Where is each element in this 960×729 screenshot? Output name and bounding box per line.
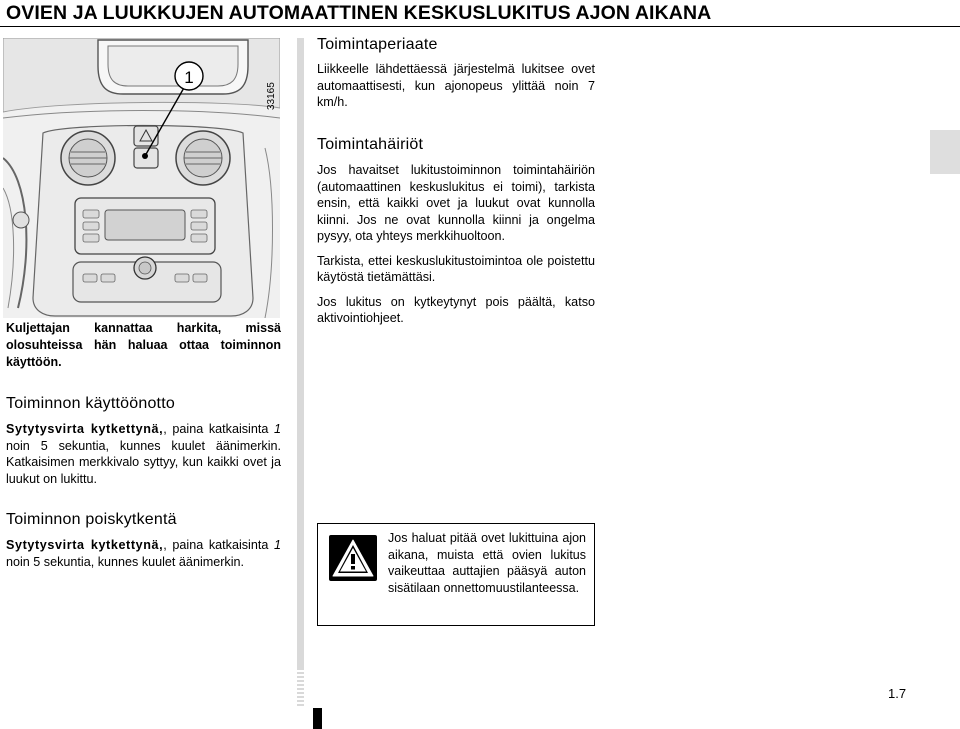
heading-faults: Toimintahäiriöt	[317, 136, 424, 153]
heading-principle: Toimintaperiaate	[317, 36, 438, 53]
deactivation-text	[6, 537, 281, 570]
activation-text-b: noin 5 sekuntia, kunnes kuulet äänimerkin. Katkaisimen merkkivalo syttyy, kun kaikki ovet ja luukut on lukittu.	[6, 438, 281, 486]
title-rule	[0, 26, 960, 27]
deactivation-text-b: noin 5 sekuntia, kunnes kuulet äänimerkin.	[6, 554, 245, 569]
heading-activation: Toiminnon käyttöönotto	[6, 395, 175, 412]
heading-deactivation: Toiminnon poiskytkentä	[6, 511, 177, 528]
callout-number: 1	[184, 68, 194, 87]
faults-paragraph-3: Jos lukitus on kytkeytynyt pois päältä, katso aktivointiohjeet.	[317, 294, 595, 325]
page-title: OVIEN JA LUUKKUJEN AUTOMAATTINEN KESKUSLUKITUS AJON AIKANA	[6, 2, 712, 24]
print-mark	[313, 708, 322, 729]
activation-lead: Sytytysvirta kytkettynä,	[6, 422, 164, 436]
figure-caption: Kuljettajan kannattaa harkita, missä olosuhteissa hän haluaa ottaa toiminnon käyttöön.	[6, 321, 281, 369]
activation-switch-number: 1	[273, 422, 281, 436]
deactivation-text-a: , paina katkaisinta	[163, 538, 274, 552]
figure-number-wrap	[266, 80, 278, 120]
warning-box	[317, 523, 595, 626]
dashboard-illustration	[3, 38, 280, 318]
warning-text-wrap	[330, 530, 586, 596]
column-divider	[297, 38, 304, 668]
faults-paragraph-1: Jos havaitset lukitustoiminnon toimintahäiriön (automaattinen keskuslukitus ei toimi), tarkista ensin, että kaikki ovet ja luukut ovat kunnolla kiinni. Jos ne ovat kunnolla kiinni ja ongelma pysyy, ota yhteys merkkihuoltoon.	[317, 163, 595, 243]
principle-text: Liikkeelle lähdettäessä järjestelmä lukitsee ovet automaattisesti, kun ajonopeus ylittää noin 7 km/h.	[317, 62, 595, 109]
page-number: 1.7	[888, 686, 907, 701]
faults-paragraph-2: Tarkista, ettei keskuslukitustoimintoa ole poistettu käytöstä tietämättäsi.	[317, 253, 595, 284]
dashboard-drawing	[3, 38, 280, 318]
warning-text: Jos haluat pitää ovet lukittuina ajon aikana, muista että ovien lukitus vaikeuttaa auttajien pääsyä auton sisätilaan onnettomuustilanteessa.	[388, 531, 586, 595]
column-divider-dotted	[297, 668, 304, 708]
activation-text-a: , paina katkaisinta	[163, 422, 274, 436]
activation-text	[6, 421, 281, 487]
faults-text	[317, 162, 595, 335]
figure-number: 33165	[266, 82, 277, 110]
deactivation-lead: Sytytysvirta kytkettynä,	[6, 538, 164, 552]
section-tab	[930, 130, 960, 174]
deactivation-switch-number: 1	[273, 538, 281, 552]
